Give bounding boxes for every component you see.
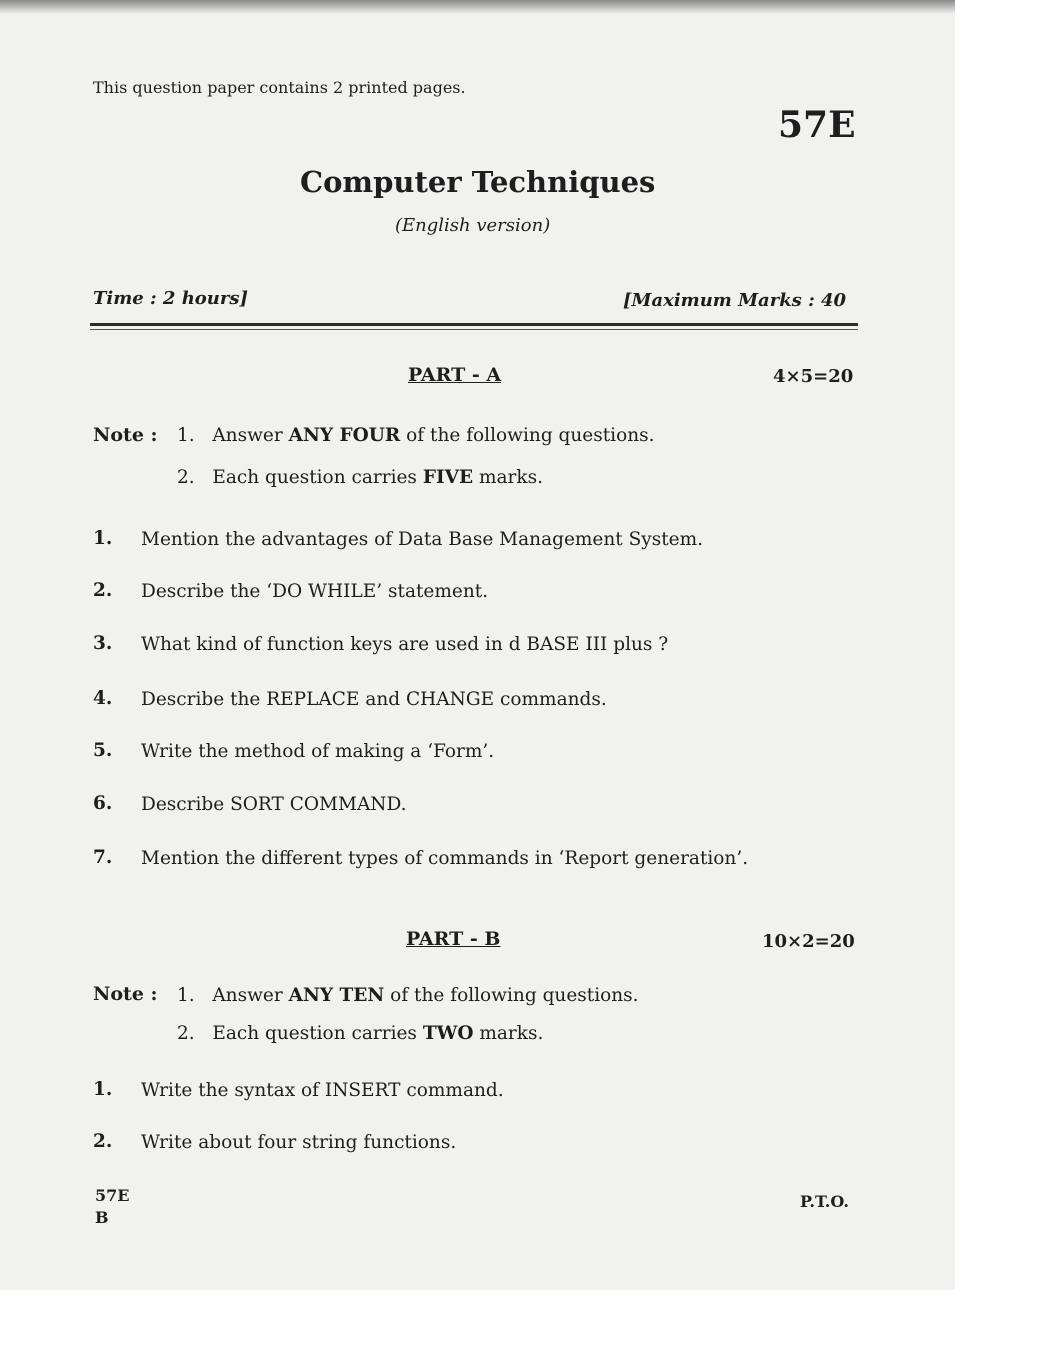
part-b-q1-text: Write the syntax of INSERT command. [141,1080,504,1101]
part-a-q7-text: Mention the different types of commands in ‘Report generation’. [141,848,749,869]
part-a-q1-text: Mention the advantages of Data Base Management System. [141,529,704,550]
part-a-q6-number: 6. [93,793,113,814]
part-b-note-2 [177,1023,543,1044]
part-a-q2-number: 2. [93,580,113,601]
part-a-q5-text: Write the method of making a ‘Form’. [141,741,495,762]
page-turn-over: P.T.O. [800,1192,849,1211]
note-text: Each question carries [212,467,423,488]
note-text: of the following questions. [384,985,639,1006]
maximum-marks: [Maximum Marks : 40 [623,290,847,311]
footer-set-letter: B [95,1208,109,1227]
time-allowed: Time : 2 hours] [93,288,249,309]
part-a-q2-text: Describe the ‘DO WHILE’ statement. [141,581,489,602]
part-a-q4-number: 4. [93,688,113,709]
part-a-note-2 [177,467,543,488]
part-b-heading: PART - B [406,928,501,950]
part-b-q1-number: 1. [93,1079,113,1100]
part-b-note-1 [177,985,639,1006]
note-emphasis: ANY FOUR [288,425,401,446]
pages-note: This question paper contains 2 printed pages. [93,78,466,97]
part-a-note-label: Note : [93,424,158,446]
note-emphasis: FIVE [422,467,474,488]
note-text: Each question carries [212,1023,423,1044]
part-b-q2-text: Write about four string functions. [141,1132,457,1153]
header-rule-thin [90,329,858,330]
paper-title: Computer Techniques [300,165,656,199]
note-text: marks. [473,1023,544,1044]
part-a-q3-text: What kind of function keys are used in d BASE III plus ? [141,634,669,655]
part-a-note-1 [177,425,655,446]
part-a-q6-text: Describe SORT COMMAND. [141,794,407,815]
note-text: marks. [473,467,543,488]
paper-code: 57E [778,104,856,146]
part-a-q3-number: 3. [93,633,113,654]
note-number: 2. [177,467,195,488]
footer-code [95,1185,129,1229]
part-a-marks: 4×5=20 [773,366,854,387]
part-b-q2-number: 2. [93,1131,113,1152]
note-text: Answer [212,425,289,446]
part-a-q7-number: 7. [93,847,113,868]
note-emphasis: TWO [422,1023,474,1044]
part-a-q4-text: Describe the REPLACE and CHANGE commands. [141,689,607,710]
header-rule-thick [90,323,858,326]
scan-edge-shadow [0,0,955,14]
note-number: 2. [177,1023,195,1044]
paper-subtitle: (English version) [395,215,551,236]
part-a-q5-number: 5. [93,740,113,761]
part-b-note-label: Note : [93,983,158,1005]
part-a-q1-number: 1. [93,528,113,549]
note-emphasis: ANY TEN [288,985,385,1006]
note-text: of the following questions. [400,425,655,446]
part-b-marks: 10×2=20 [762,931,855,952]
note-number: 1. [177,425,195,446]
note-number: 1. [177,985,195,1006]
note-text: Answer [212,985,289,1006]
part-a-heading: PART - A [408,364,502,386]
footer-paper-code: 57E [95,1186,130,1205]
